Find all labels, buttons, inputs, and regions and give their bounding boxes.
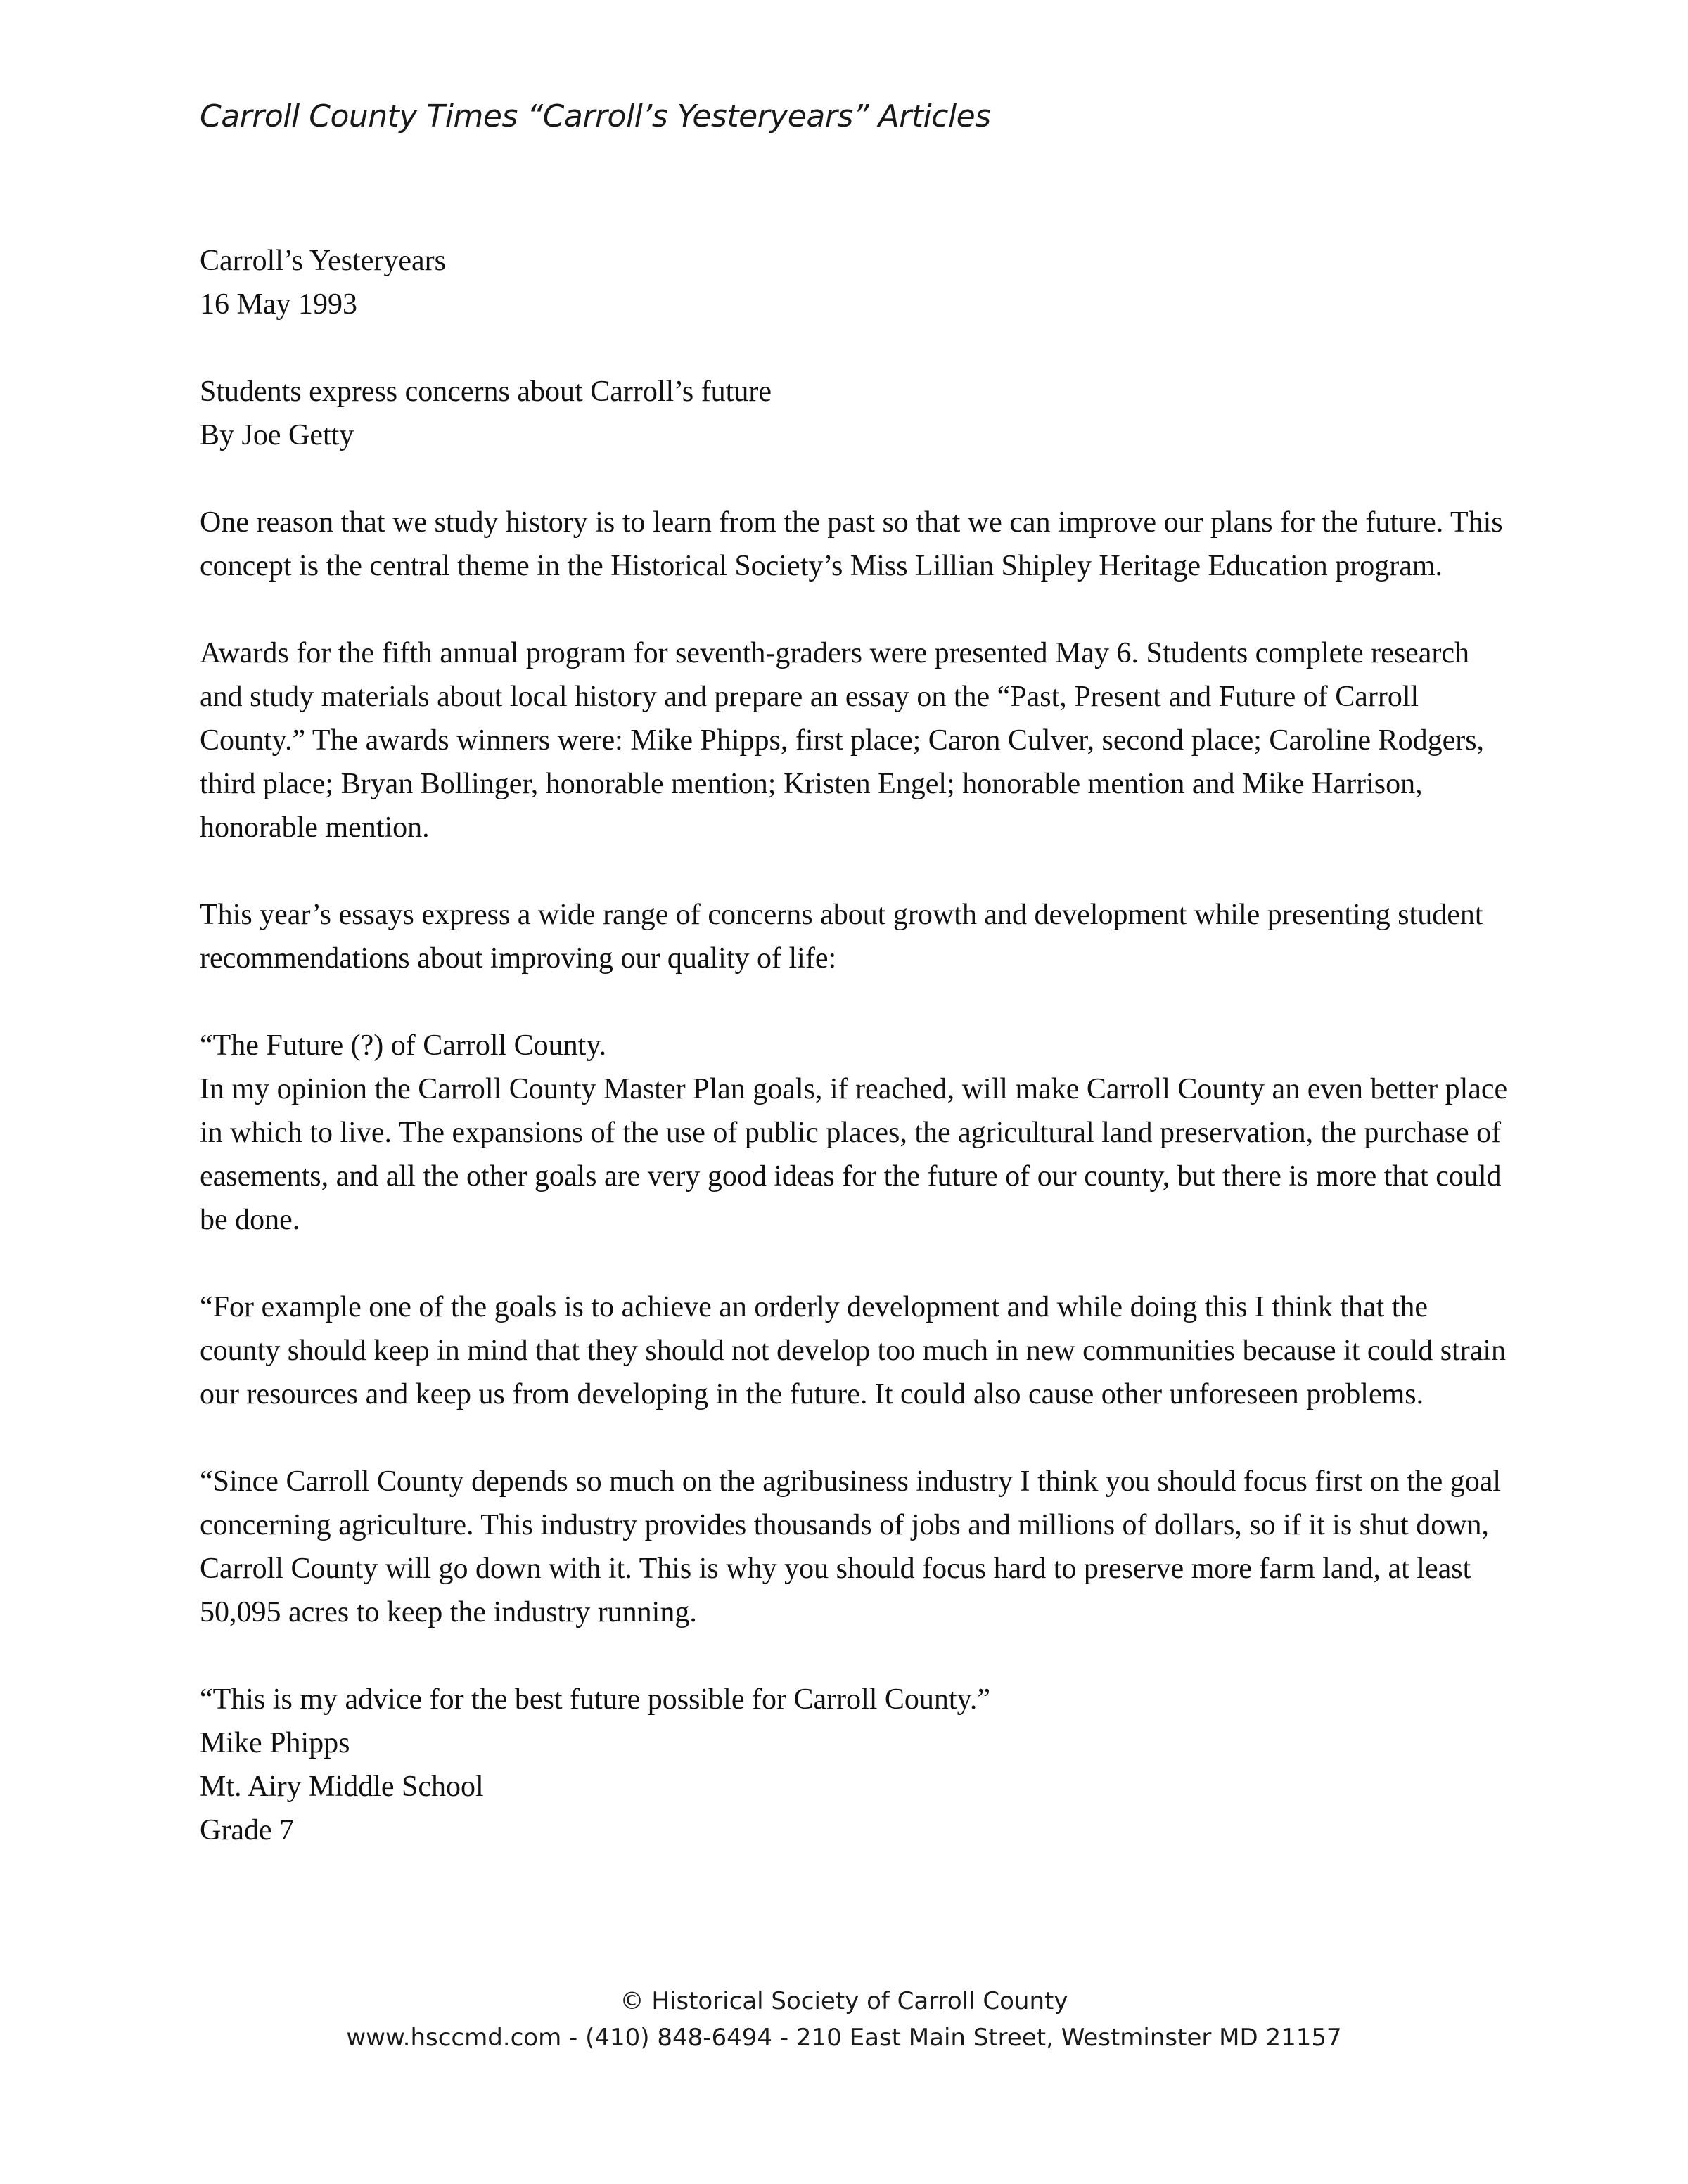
essay-paragraph: “Since Carroll County depends so much on the agribusiness industry I think you should focus first on the goal concerning agriculture. This industry provides thousands of jobs and millions of dollars, so if it is shut down, Carroll County will go down with it. This is why you should focus hard to preserve more farm land, at least 50,095 acres to keep the industry running. bbox=[200, 1465, 1502, 1629]
author-school: Mt. Airy Middle School bbox=[200, 1771, 484, 1803]
essay-title: “The Future (?) of Carroll County. bbox=[200, 1029, 607, 1062]
page-footer bbox=[0, 1983, 1688, 2056]
paragraph: This year’s essays express a wide range of concerns about growth and development while presenting student recommendations about improving our quality of life: bbox=[200, 899, 1483, 975]
essay-signature bbox=[200, 1678, 1508, 1852]
paragraph-intro bbox=[200, 501, 1508, 588]
article-byline: By Joe Getty bbox=[200, 419, 354, 451]
page-header-title: Carroll County Times “Carroll’s Yesteryears” Articles bbox=[200, 98, 991, 134]
article-heading bbox=[200, 370, 1508, 457]
paragraph-essays bbox=[200, 893, 1508, 980]
essay-paragraph: In my opinion the Carroll County Master Plan goals, if reached, will make Carroll County an even better place in which to live. The expansions of the use of public places, the agricultural land preservation, the purchase of easements, and all the other goals are very good ideas for the future of our county, but there is more that could be done. bbox=[200, 1073, 1508, 1236]
article-headline: Students express concerns about Carroll’s future bbox=[200, 375, 772, 408]
essay-paragraph: “For example one of the goals is to achieve an orderly development and while doing this I think that the county should keep in mind that they should not develop too much in new communities because it could strain our resources and keep us from developing in the future. It could also cause other unforeseen problems. bbox=[200, 1291, 1507, 1411]
article-date: 16 May 1993 bbox=[200, 288, 357, 321]
essay-example bbox=[200, 1285, 1508, 1416]
essay-opening bbox=[200, 1024, 1508, 1242]
paragraph: Awards for the fifth annual program for seventh-graders were presented May 6. Students complete research and study materials about local history and prepare an essay on the “Past, Present and Future of Carroll County.” The awards winners were: Mike Phipps, first place; Caron Culver, second place; Caroline Rodgers, third place; Bryan Bollinger, honorable mention; Kristen Engel; honorable mention and Mike Harrison, honorable mention. bbox=[200, 637, 1485, 844]
footer-contact: www.hsccmd.com - (410) 848-6494 - 210 East Main Street, Westminster MD 21157 bbox=[346, 2024, 1342, 2052]
column-name: Carroll’s Yesteryears bbox=[200, 245, 446, 277]
article-meta bbox=[200, 239, 1508, 326]
essay-closing: “This is my advice for the best future possible for Carroll County.” bbox=[200, 1683, 991, 1716]
paragraph-awards bbox=[200, 631, 1508, 849]
essay-agriculture bbox=[200, 1460, 1508, 1634]
footer-copyright: © Historical Society of Carroll County bbox=[620, 1987, 1068, 2015]
paragraph: One reason that we study history is to learn from the past so that we can improve our plans for the future. This concept is the central theme in the Historical Society’s Miss Lillian Shipley Heritage Education program. bbox=[200, 506, 1503, 582]
article-body bbox=[200, 239, 1508, 1896]
author-name: Mike Phipps bbox=[200, 1727, 350, 1759]
author-grade: Grade 7 bbox=[200, 1814, 295, 1846]
